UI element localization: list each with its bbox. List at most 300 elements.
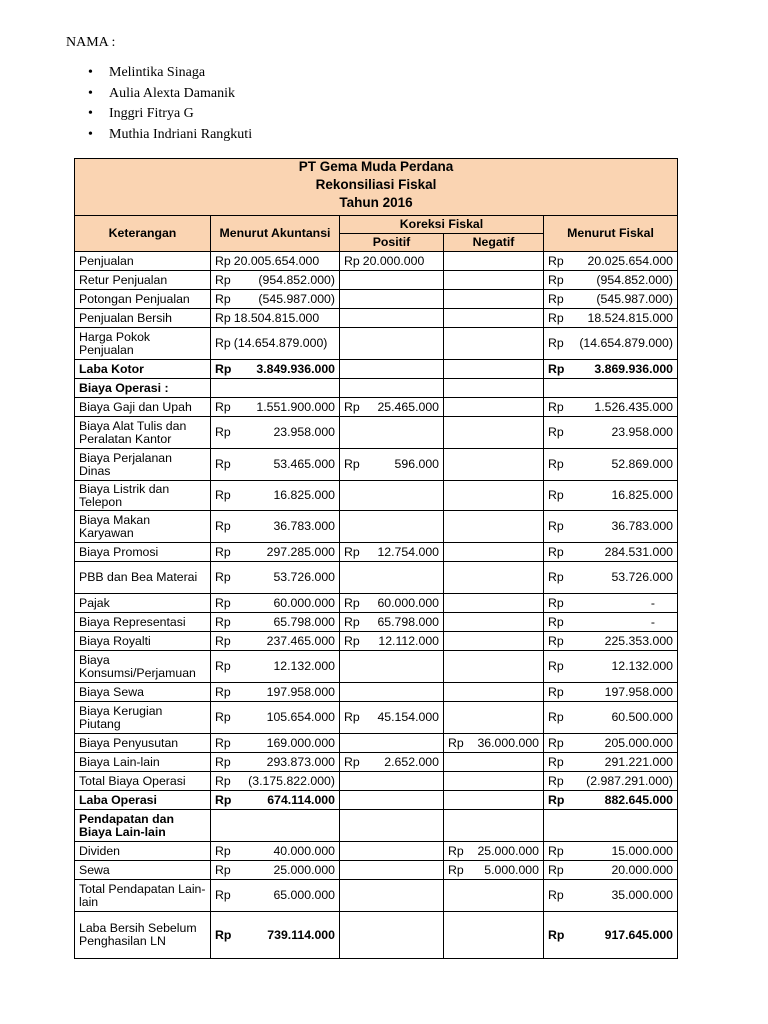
- header-koreksi: Koreksi Fiskal: [340, 216, 544, 234]
- row-label: Dividen: [75, 842, 211, 861]
- amount-cell: [211, 449, 340, 481]
- amount-value: 53.726.000: [611, 570, 673, 584]
- empty-cell: [340, 772, 444, 791]
- amount-cell: [211, 632, 340, 651]
- amount-value: 18.504.815.000: [233, 310, 320, 325]
- table-row: [75, 449, 678, 481]
- amount-cell: [211, 880, 340, 912]
- row-label: Harga Pokok Penjualan: [75, 328, 211, 360]
- amount-value: (545.987.000): [596, 291, 673, 306]
- currency-label: Rp: [215, 684, 231, 699]
- amount-cell: [211, 734, 340, 753]
- currency-label: Rp: [344, 544, 360, 559]
- amount-value: 205.000.000: [604, 735, 673, 750]
- name-list-item: [88, 125, 252, 146]
- row-label: Biaya Perjalanan Dinas: [75, 449, 211, 481]
- empty-cell: [444, 613, 544, 632]
- amount-value: 3.849.936.000: [256, 361, 335, 376]
- amount-cell: [544, 481, 678, 511]
- amount-value: 596.000: [394, 457, 439, 471]
- header-akuntansi: Menurut Akuntansi: [211, 216, 340, 252]
- currency-label: Rp: [548, 544, 564, 559]
- row-label: Biaya Sewa: [75, 683, 211, 702]
- header-keterangan: Keterangan: [75, 216, 211, 252]
- table-row: [75, 290, 678, 309]
- amount-cell: [544, 417, 678, 449]
- name-list-item: [88, 84, 252, 105]
- empty-cell: [444, 912, 544, 959]
- amount-cell: [340, 252, 444, 271]
- amount-cell: [211, 309, 340, 328]
- amount-value: 3.869.936.000: [594, 361, 673, 376]
- amount-value: 169.000.000: [266, 735, 335, 750]
- amount-value: 5.000.000: [484, 862, 539, 877]
- currency-label: Rp: [548, 425, 564, 439]
- table-row: [75, 683, 678, 702]
- amount-cell: [211, 328, 340, 360]
- currency-label: Rp: [344, 399, 360, 414]
- table-row: [75, 252, 678, 271]
- empty-cell: [340, 861, 444, 880]
- currency-label: Rp: [215, 843, 231, 858]
- amount-value: 25.465.000: [377, 399, 439, 414]
- row-label: Potongan Penjualan: [75, 290, 211, 309]
- empty-cell: [340, 791, 444, 810]
- row-label: Penjualan Bersih: [75, 309, 211, 328]
- currency-label: Rp: [215, 336, 231, 350]
- currency-label: Rp: [448, 862, 464, 877]
- amount-cell: [211, 271, 340, 290]
- amount-cell: [211, 861, 340, 880]
- table-row: [75, 271, 678, 290]
- currency-label: Rp: [215, 659, 231, 673]
- amount-value: 882.645.000: [604, 792, 673, 807]
- amount-value: (14.654.879.000): [233, 336, 328, 350]
- currency-label: Rp: [548, 614, 564, 629]
- table-row: [75, 810, 678, 842]
- currency-label: Rp: [548, 659, 564, 673]
- amount-cell: [211, 290, 340, 309]
- amount-cell: [211, 683, 340, 702]
- empty-cell: [444, 328, 544, 360]
- amount-value: 65.798.000: [377, 614, 439, 629]
- nama-label: NAMA :: [66, 35, 116, 50]
- currency-label: Rp: [215, 570, 231, 584]
- amount-cell: [211, 481, 340, 511]
- currency-label: Rp: [548, 754, 564, 769]
- member-name: Aulia Alexta Damanik: [109, 85, 235, 101]
- empty-cell: [340, 651, 444, 683]
- currency-label: Rp: [548, 457, 564, 471]
- row-label: Penjualan: [75, 252, 211, 271]
- empty-cell: [340, 481, 444, 511]
- amount-value: 16.825.000: [611, 488, 673, 502]
- currency-label: Rp: [548, 843, 564, 858]
- amount-value: 20.000.000: [362, 253, 425, 268]
- amount-value: 12.132.000: [611, 659, 673, 673]
- empty-cell: [444, 252, 544, 271]
- amount-value: 284.531.000: [604, 544, 673, 559]
- empty-cell: [444, 651, 544, 683]
- amount-value: 291.221.000: [604, 754, 673, 769]
- row-label: Biaya Makan Karyawan: [75, 511, 211, 543]
- amount-value: 197.958.000: [604, 684, 673, 699]
- amount-cell: [444, 842, 544, 861]
- amount-cell: [211, 252, 340, 271]
- amount-value: -: [650, 614, 655, 629]
- currency-label: Rp: [215, 310, 231, 325]
- amount-cell: [544, 360, 678, 379]
- amount-cell: [340, 613, 444, 632]
- empty-cell: [211, 810, 340, 842]
- amount-value: 105.654.000: [266, 710, 335, 724]
- amount-cell: [544, 791, 678, 810]
- empty-cell: [444, 880, 544, 912]
- currency-label: Rp: [548, 488, 564, 502]
- currency-label: Rp: [548, 862, 564, 877]
- table-row: [75, 912, 678, 959]
- empty-cell: [340, 328, 444, 360]
- currency-label: Rp: [548, 633, 564, 648]
- currency-label: Rp: [548, 272, 564, 287]
- amount-cell: [544, 772, 678, 791]
- name-list-item: [88, 104, 252, 125]
- empty-cell: [444, 271, 544, 290]
- currency-label: Rp: [548, 735, 564, 750]
- amount-cell: [544, 252, 678, 271]
- amount-cell: [211, 594, 340, 613]
- amount-cell: [211, 398, 340, 417]
- table-row: [75, 702, 678, 734]
- empty-cell: [444, 360, 544, 379]
- amount-cell: [211, 753, 340, 772]
- amount-value: (2.987.291.000): [586, 773, 673, 788]
- amount-value: 197.958.000: [266, 684, 335, 699]
- amount-value: 297.285.000: [266, 544, 335, 559]
- table-row: [75, 842, 678, 861]
- row-label: Biaya Gaji dan Upah: [75, 398, 211, 417]
- currency-label: Rp: [215, 361, 232, 376]
- amount-cell: [340, 632, 444, 651]
- row-label: Sewa: [75, 861, 211, 880]
- header-negatif: Negatif: [444, 234, 544, 252]
- currency-label: Rp: [215, 291, 231, 306]
- currency-label: Rp: [344, 710, 360, 724]
- report-title: Rekonsiliasi Fiskal: [315, 177, 437, 192]
- amount-value: 36.000.000: [477, 735, 539, 750]
- empty-cell: [444, 791, 544, 810]
- currency-label: Rp: [548, 399, 564, 414]
- table-row: [75, 511, 678, 543]
- amount-value: 18.524.815.000: [587, 310, 673, 325]
- amount-value: 917.645.000: [604, 927, 673, 942]
- empty-cell: [544, 379, 678, 398]
- amount-cell: [211, 651, 340, 683]
- empty-cell: [444, 481, 544, 511]
- amount-cell: [544, 702, 678, 734]
- empty-cell: [444, 398, 544, 417]
- empty-cell: [340, 842, 444, 861]
- row-label: Pendapatan dan Biaya Lain-lain: [75, 810, 211, 842]
- empty-cell: [340, 810, 444, 842]
- amount-value: 45.154.000: [377, 710, 439, 724]
- currency-label: Rp: [215, 544, 231, 559]
- amount-cell: [211, 791, 340, 810]
- reconciliation-table: [74, 158, 678, 959]
- empty-cell: [340, 379, 444, 398]
- amount-value: 65.798.000: [273, 614, 335, 629]
- table-row: [75, 651, 678, 683]
- amount-cell: [444, 734, 544, 753]
- currency-label: Rp: [215, 862, 231, 877]
- amount-value: 16.825.000: [273, 488, 335, 502]
- empty-cell: [444, 562, 544, 594]
- amount-value: 53.465.000: [273, 457, 335, 471]
- currency-label: Rp: [548, 310, 564, 325]
- empty-cell: [444, 290, 544, 309]
- name-list-item: [88, 63, 252, 84]
- amount-value: 60.000.000: [377, 595, 439, 610]
- amount-value: 65.000.000: [273, 888, 335, 902]
- amount-value: 25.000.000: [477, 843, 539, 858]
- currency-label: Rp: [344, 754, 360, 769]
- row-label: Biaya Lain-lain: [75, 753, 211, 772]
- table-row: [75, 791, 678, 810]
- amount-cell: [544, 594, 678, 613]
- table-row: [75, 543, 678, 562]
- report-year: Tahun 2016: [339, 195, 413, 210]
- amount-cell: [544, 753, 678, 772]
- empty-cell: [340, 734, 444, 753]
- currency-label: Rp: [448, 735, 464, 750]
- empty-cell: [340, 271, 444, 290]
- currency-label: Rp: [548, 595, 564, 610]
- amount-value: 25.000.000: [273, 862, 335, 877]
- header-fiskal: Menurut Fiskal: [544, 216, 678, 252]
- empty-cell: [340, 511, 444, 543]
- amount-cell: [544, 271, 678, 290]
- row-label: Biaya Kerugian Piutang: [75, 702, 211, 734]
- row-label: Pajak: [75, 594, 211, 613]
- empty-cell: [444, 632, 544, 651]
- empty-cell: [544, 810, 678, 842]
- row-label: Biaya Representasi: [75, 613, 211, 632]
- table-row: [75, 880, 678, 912]
- table-row: [75, 772, 678, 791]
- currency-label: Rp: [548, 773, 564, 788]
- amount-value: 15.000.000: [611, 843, 673, 858]
- table-row: [75, 481, 678, 511]
- amount-cell: [340, 753, 444, 772]
- table-row: [75, 753, 678, 772]
- table-row: [75, 861, 678, 880]
- amount-cell: [211, 842, 340, 861]
- amount-cell: [544, 912, 678, 959]
- empty-cell: [340, 417, 444, 449]
- amount-value: 52.869.000: [611, 457, 673, 471]
- currency-label: Rp: [448, 843, 464, 858]
- currency-label: Rp: [344, 253, 360, 268]
- currency-label: Rp: [548, 792, 565, 807]
- amount-value: 36.783.000: [611, 519, 673, 533]
- member-name: Muthia Indriani Rangkuti: [109, 126, 253, 142]
- currency-label: Rp: [215, 488, 231, 502]
- empty-cell: [340, 683, 444, 702]
- empty-cell: [211, 379, 340, 398]
- currency-label: Rp: [548, 336, 564, 350]
- currency-label: Rp: [215, 710, 231, 724]
- amount-cell: [544, 632, 678, 651]
- amount-value: (3.175.822.000): [248, 773, 335, 788]
- empty-cell: [340, 562, 444, 594]
- row-label: Laba Bersih Sebelum Penghasilan LN: [75, 912, 211, 959]
- table-row: [75, 562, 678, 594]
- row-label: Total Pendapatan Lain-lain: [75, 880, 211, 912]
- empty-cell: [444, 379, 544, 398]
- currency-label: Rp: [548, 361, 565, 376]
- amount-value: (14.654.879.000): [579, 336, 673, 350]
- empty-cell: [444, 772, 544, 791]
- amount-cell: [340, 543, 444, 562]
- amount-cell: [544, 880, 678, 912]
- row-label: PBB dan Bea Materai: [75, 562, 211, 594]
- currency-label: Rp: [548, 291, 564, 306]
- currency-label: Rp: [548, 710, 564, 724]
- amount-cell: [340, 594, 444, 613]
- empty-cell: [340, 912, 444, 959]
- amount-cell: [544, 613, 678, 632]
- table-row: [75, 360, 678, 379]
- amount-value: 739.114.000: [267, 927, 335, 942]
- currency-label: Rp: [215, 792, 232, 807]
- amount-cell: [211, 702, 340, 734]
- empty-cell: [444, 753, 544, 772]
- name-list: [88, 63, 252, 145]
- currency-label: Rp: [215, 633, 231, 648]
- amount-cell: [544, 651, 678, 683]
- amount-cell: [544, 543, 678, 562]
- currency-label: Rp: [548, 519, 564, 533]
- empty-cell: [444, 683, 544, 702]
- table-row: [75, 594, 678, 613]
- currency-label: Rp: [548, 570, 564, 584]
- row-label: Biaya Penyusutan: [75, 734, 211, 753]
- empty-cell: [340, 290, 444, 309]
- currency-label: Rp: [344, 614, 360, 629]
- amount-cell: [544, 511, 678, 543]
- amount-value: (954.852.000): [596, 272, 673, 287]
- empty-cell: [444, 702, 544, 734]
- empty-cell: [444, 309, 544, 328]
- amount-value: (545.987.000): [258, 291, 335, 306]
- amount-value: 53.726.000: [273, 570, 335, 584]
- amount-cell: [544, 309, 678, 328]
- amount-cell: [544, 328, 678, 360]
- amount-value: 1.526.435.000: [594, 399, 673, 414]
- amount-value: 35.000.000: [611, 888, 673, 902]
- amount-cell: [544, 449, 678, 481]
- currency-label: Rp: [215, 425, 231, 439]
- currency-label: Rp: [215, 754, 231, 769]
- row-label: Biaya Royalti: [75, 632, 211, 651]
- amount-cell: [340, 398, 444, 417]
- table-row: [75, 417, 678, 449]
- amount-value: 23.958.000: [273, 425, 335, 439]
- currency-label: Rp: [548, 253, 564, 268]
- amount-value: 20.005.654.000: [233, 253, 320, 268]
- table-row: [75, 398, 678, 417]
- amount-value: 674.114.000: [267, 792, 335, 807]
- amount-value: 1.551.900.000: [256, 399, 335, 414]
- amount-cell: [211, 543, 340, 562]
- empty-cell: [340, 309, 444, 328]
- amount-cell: [211, 360, 340, 379]
- currency-label: Rp: [344, 595, 360, 610]
- amount-cell: [211, 613, 340, 632]
- amount-value: 225.353.000: [604, 633, 673, 648]
- empty-cell: [444, 543, 544, 562]
- currency-label: Rp: [215, 735, 231, 750]
- amount-value: 20.000.000: [611, 862, 673, 877]
- bullet-icon: •: [88, 85, 93, 101]
- row-label: Biaya Operasi :: [75, 379, 211, 398]
- currency-label: Rp: [215, 253, 231, 268]
- amount-cell: [544, 683, 678, 702]
- empty-cell: [444, 449, 544, 481]
- amount-value: 12.132.000: [273, 659, 335, 673]
- bullet-icon: •: [88, 106, 93, 121]
- table-row: [75, 734, 678, 753]
- table-title: [75, 159, 678, 216]
- currency-label: Rp: [344, 457, 360, 471]
- currency-label: Rp: [215, 595, 231, 610]
- empty-cell: [340, 880, 444, 912]
- currency-label: Rp: [548, 888, 564, 902]
- row-label: Laba Operasi: [75, 791, 211, 810]
- amount-value: 23.958.000: [611, 425, 673, 439]
- bullet-icon: •: [88, 126, 93, 142]
- row-label: Biaya Alat Tulis dan Peralatan Kantor: [75, 417, 211, 449]
- empty-cell: [444, 511, 544, 543]
- amount-value: 237.465.000: [266, 633, 335, 648]
- amount-cell: [211, 511, 340, 543]
- bullet-icon: •: [88, 65, 93, 80]
- currency-label: Rp: [548, 927, 565, 942]
- amount-value: 293.873.000: [266, 754, 335, 769]
- amount-value: (954.852.000): [258, 272, 335, 287]
- empty-cell: [340, 360, 444, 379]
- currency-label: Rp: [344, 633, 360, 648]
- amount-cell: [544, 842, 678, 861]
- amount-cell: [211, 562, 340, 594]
- amount-cell: [211, 912, 340, 959]
- table-row: [75, 613, 678, 632]
- amount-cell: [444, 861, 544, 880]
- member-name: Inggri Fitrya G: [109, 106, 194, 121]
- row-label: Laba Kotor: [75, 360, 211, 379]
- amount-value: 60.000.000: [273, 595, 335, 610]
- currency-label: Rp: [215, 927, 232, 942]
- amount-cell: [544, 734, 678, 753]
- row-label: Biaya Promosi: [75, 543, 211, 562]
- member-name: Melintika Sinaga: [109, 65, 206, 80]
- currency-label: Rp: [215, 773, 231, 788]
- table-row: [75, 632, 678, 651]
- amount-value: -: [650, 595, 655, 610]
- table-row: [75, 379, 678, 398]
- amount-value: 12.754.000: [377, 544, 439, 559]
- currency-label: Rp: [548, 684, 564, 699]
